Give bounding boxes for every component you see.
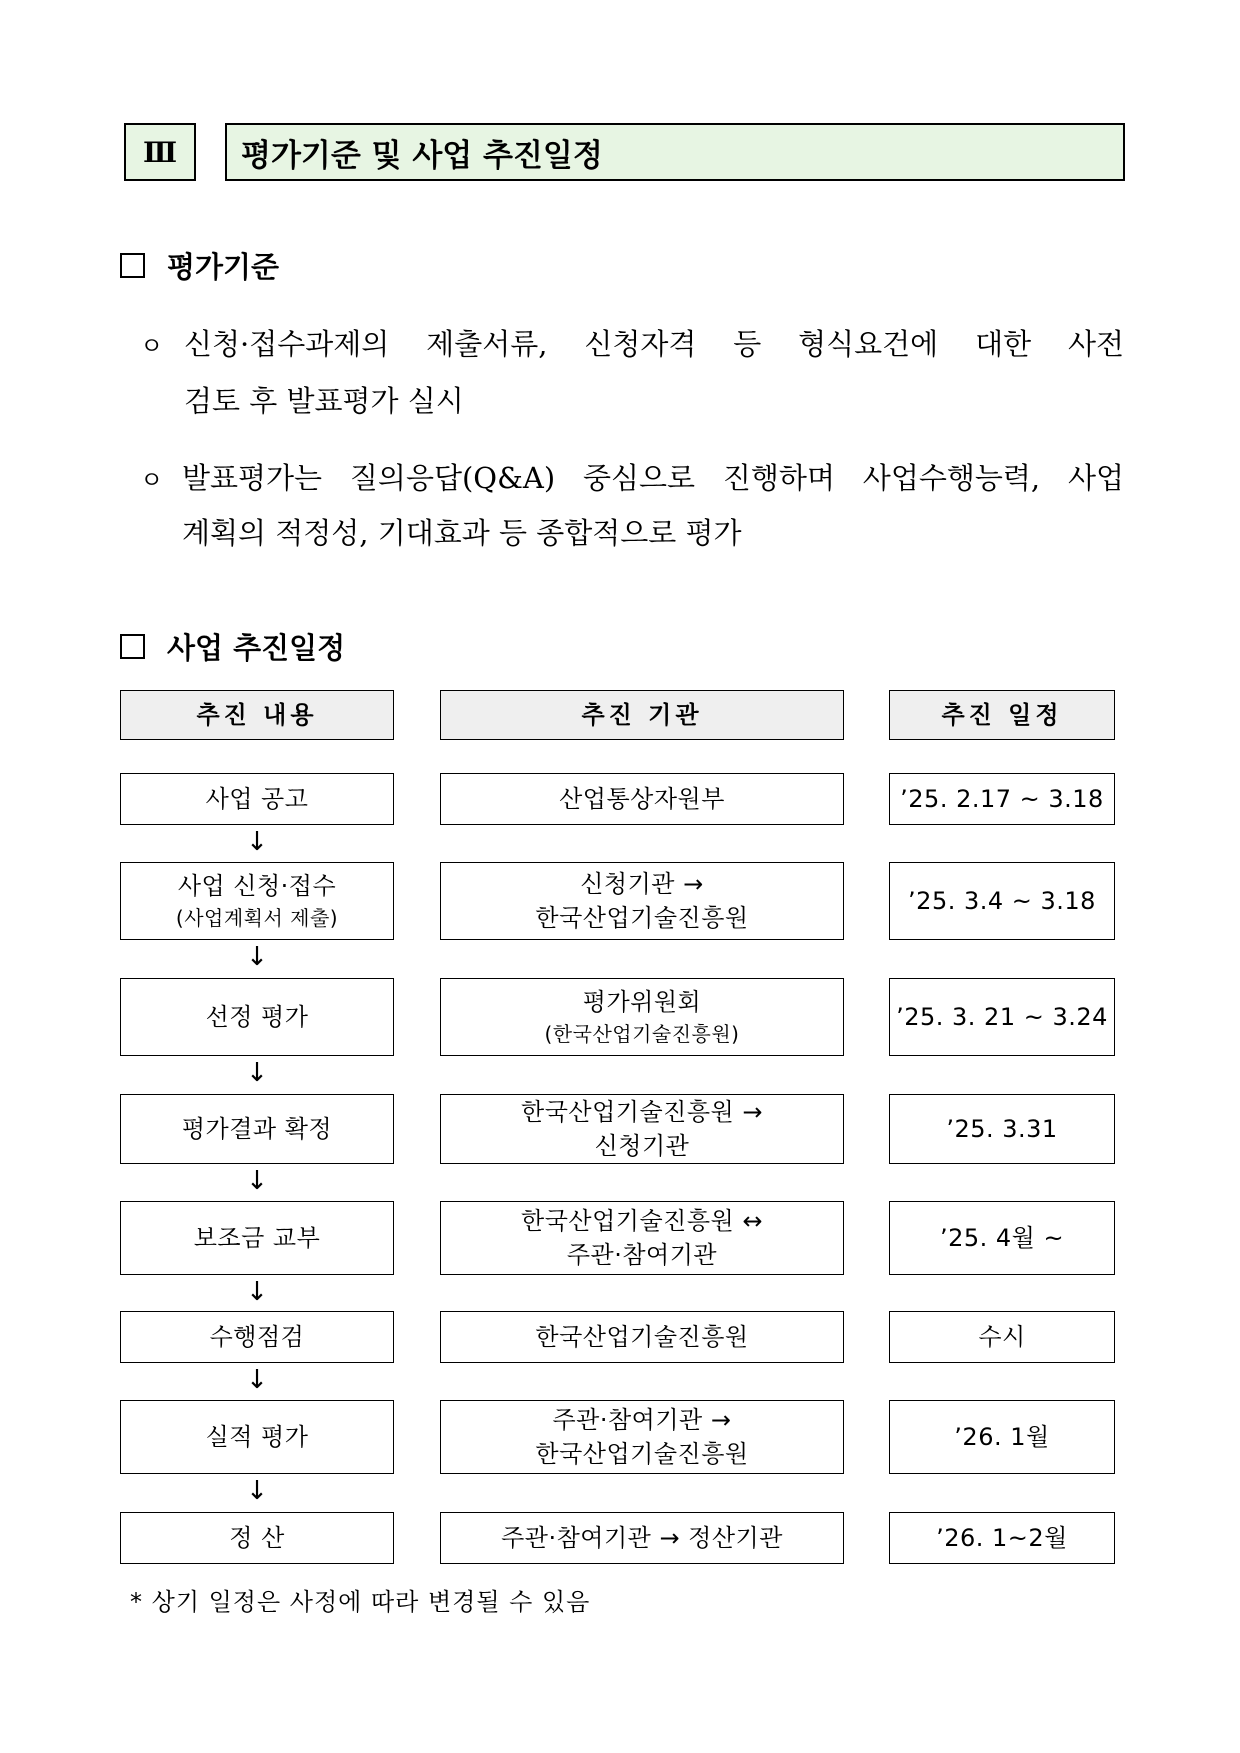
down-arrow-icon: ↓	[246, 942, 268, 972]
row-2-org: 신청기관 → 한국산업기술진흥원	[440, 862, 844, 940]
row-7-date: ’26. 1월	[889, 1400, 1115, 1474]
row-1-date: ’25. 2.17 ~ 3.18	[889, 773, 1115, 825]
row-2-content: 사업 신청·접수 (사업계획서 제출)	[120, 862, 394, 940]
row-3-content: 선정 평가	[120, 978, 394, 1056]
header-date: 추진 일정	[889, 690, 1115, 740]
down-arrow-icon: ↓	[246, 1365, 268, 1395]
row-1-org: 산업통상자원부	[440, 773, 844, 825]
bullet-line: 발표평가는 질의응답(Q&A) 중심으로 진행하며 사업수행능력, 사업	[182, 461, 1124, 495]
row-1-content: 사업 공고	[120, 773, 394, 825]
down-arrow-icon: ↓	[246, 1476, 268, 1506]
row-6-org: 한국산업기술진흥원	[440, 1311, 844, 1363]
row-3-date: ’25. 3. 21 ~ 3.24	[889, 978, 1115, 1056]
bullet-icon: ㅇ	[140, 332, 164, 360]
row-8-org: 주관·참여기관 → 정산기관	[440, 1512, 844, 1564]
down-arrow-icon: ↓	[246, 1166, 268, 1196]
row-4-content: 평가결과 확정	[120, 1094, 394, 1164]
row-5-content: 보조금 교부	[120, 1201, 394, 1275]
row-4-org: 한국산업기술진흥원 → 신청기관	[440, 1094, 844, 1164]
row-8-date: ’26. 1~2월	[889, 1512, 1115, 1564]
row-3-org: 평가위원회 (한국산업기술진흥원)	[440, 978, 844, 1056]
bullet-line: 계획의 적정성, 기대효과 등 종합적으로 평가	[182, 516, 742, 550]
down-arrow-icon: ↓	[246, 1058, 268, 1088]
row-8-content: 정 산	[120, 1512, 394, 1564]
section-title: 평가기준 및 사업 추진일정	[225, 123, 1125, 181]
row-7-content: 실적 평가	[120, 1400, 394, 1474]
checkbox-icon	[120, 253, 145, 278]
header-org: 추진 기관	[440, 690, 844, 740]
bullet-line: 검토 후 발표평가 실시	[184, 384, 464, 418]
row-5-org: 한국산업기술진흥원 ↔ 주관·참여기관	[440, 1201, 844, 1275]
down-arrow-icon: ↓	[246, 1277, 268, 1307]
checkbox-icon	[120, 634, 145, 659]
row-5-date: ’25. 4월 ~	[889, 1201, 1115, 1275]
row-7-org: 주관·참여기관 → 한국산업기술진흥원	[440, 1400, 844, 1474]
schedule-heading: 사업 추진일정	[120, 624, 345, 668]
row-6-date: 수시	[889, 1311, 1115, 1363]
down-arrow-icon: ↓	[246, 827, 268, 857]
criteria-heading: 평가기준	[120, 243, 279, 287]
header-content: 추진 내용	[120, 690, 394, 740]
bullet-line: 신청·접수과제의 제출서류, 신청자격 등 형식요건에 대한 사전	[184, 327, 1124, 361]
bullet-icon: ㅇ	[140, 466, 164, 494]
row-4-date: ’25. 3.31	[889, 1094, 1115, 1164]
row-2-date: ’25. 3.4 ~ 3.18	[889, 862, 1115, 940]
schedule-footnote: * 상기 일정은 사정에 따라 변경될 수 있음	[130, 1588, 591, 1616]
section-number: Ⅲ	[124, 123, 196, 181]
row-6-content: 수행점검	[120, 1311, 394, 1363]
